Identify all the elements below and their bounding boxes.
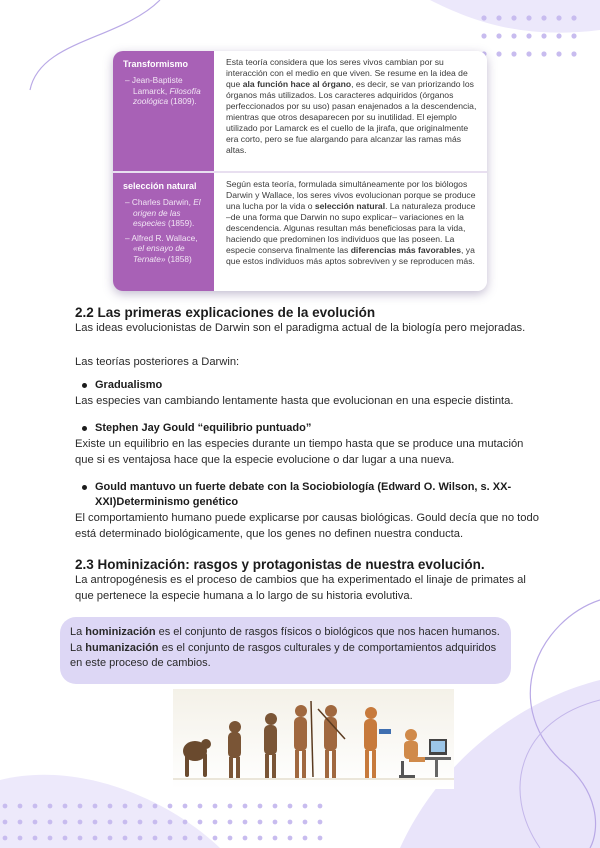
decor-dot [138, 820, 143, 825]
decor-dot [198, 820, 203, 825]
author-ref: – Jean-Baptiste Lamarck, Filosofía zoológica (1809). [125, 75, 201, 106]
decor-dot [108, 820, 113, 825]
list-item [75, 378, 545, 409]
decor-dot [93, 820, 98, 825]
decor-dot [33, 820, 38, 825]
decor-dot [258, 836, 263, 841]
decor-dot [511, 15, 516, 20]
decor-dot [63, 804, 68, 809]
decor-dot [213, 804, 218, 809]
decor-dot [541, 15, 546, 20]
decor-dot [3, 804, 8, 809]
decor-dot [273, 836, 278, 841]
decor-dot [93, 836, 98, 841]
decor-dot [228, 804, 233, 809]
lead-text: Las teorías posteriores a Darwin: [75, 356, 240, 368]
list-item [75, 480, 545, 542]
decor-dot [18, 804, 23, 809]
decor-dot [496, 15, 501, 20]
decor-dot [78, 820, 83, 825]
decor-dot [108, 804, 113, 809]
bullet-icon [82, 383, 87, 388]
decor-dot [63, 836, 68, 841]
table-row [113, 173, 487, 291]
decor-dot [123, 804, 128, 809]
theory-description: Esta teoría considera que los seres vivos cambian por su interacción con el medio en que viven. Se resume en la idea de que ala función hace al órgano, es decir, se van priorizando los órganos más utilizados. Los caracteres adquiridos (órganos perfeccionados por su uso) pasan enajenados a la descendencia, mientras que otros desaparecen por su inutilidad. El ejemplo utilizado por Lamarck es el cuello de la jirafa, que originalmente era corto, pero se fue alargando para alcanzar las ramas más altas. [214, 51, 487, 171]
decor-dot [153, 804, 158, 809]
decor-dot [213, 836, 218, 841]
bullet-description: Existe un equilibrio en las especies durante un tiempo hasta que se produce una mutación que si es ventajosa hace que la especie evolucione o dar lugar a una nueva. [75, 438, 524, 466]
theory-name: selección natural [123, 181, 197, 191]
decor-dot [108, 836, 113, 841]
decor-dot [318, 804, 323, 809]
bullet-label: Gradualismo [75, 378, 545, 393]
decor-dot [198, 804, 203, 809]
decor-dot [153, 820, 158, 825]
bullet-description: Las especies van cambiando lentamente hasta que evolucionan en una especie distinta. [75, 395, 514, 407]
decor-dot [93, 804, 98, 809]
decor-dot [228, 836, 233, 841]
bullet-icon [82, 485, 87, 490]
decor-dot [526, 33, 531, 38]
theories-table [113, 51, 487, 291]
decor-dot [48, 836, 53, 841]
decor-dot [288, 820, 293, 825]
decor-dot [496, 33, 501, 38]
decor-dot [78, 804, 83, 809]
table-row [113, 51, 487, 171]
decor-dot [3, 836, 8, 841]
decor-dot [33, 804, 38, 809]
theory-name: Transformismo [123, 59, 189, 69]
decor-dot [556, 33, 561, 38]
decor-dot [138, 804, 143, 809]
decor-dot [198, 836, 203, 841]
decor-dot [318, 820, 323, 825]
decor-dot [273, 804, 278, 809]
decor-dot [288, 836, 293, 841]
decor-dot [153, 836, 158, 841]
humanizacion-definition: La humanización es el conjunto de rasgos culturales y de comportamientos adquiridos en este proceso de cambios. [70, 641, 497, 669]
decor-dot [556, 51, 561, 56]
decor-dot [303, 804, 308, 809]
section-title: 2.2 Las primeras explicaciones de la evolución [75, 305, 376, 320]
decor-dot [18, 836, 23, 841]
decor-dot [288, 804, 293, 809]
decor-dot [481, 33, 486, 38]
decor-dot [228, 820, 233, 825]
definition-callout [60, 617, 511, 684]
list-item [75, 421, 545, 468]
decor-dot [496, 51, 501, 56]
decor-dot [33, 836, 38, 841]
decor-dot [273, 820, 278, 825]
decor-dot [541, 33, 546, 38]
decor-dot [78, 836, 83, 841]
bullet-description: El comportamiento humano puede explicarse por causas biológicas. Gould decía que no todo está determinado biológicamente, que los genes no definen nuestra conducta. [75, 512, 539, 540]
table-row-header [113, 51, 214, 171]
theory-description: Según esta teoría, formulada simultáneamente por los biólogos Darwin y Wallace, los seres vivos evolucionan porque se produce una lucha por la vida o selección natural. La naturaleza produce –de una forma que Darwin no supo explicar– variaciones en la descendencia. Algunas resultan más beneficiosas para la vida, haciendo que predominen los individuos que las poseen. La especie conserva finalmente las diferencias más favorables, ya que estos individuos más aptos sobreviven y se reproducen más. [214, 173, 487, 291]
decor-dot [481, 15, 486, 20]
author-ref: – Charles Darwin, El origen de las especies (1859). [125, 197, 201, 228]
hominizacion-definition: La hominización es el conjunto de rasgos físicos o biológicos que nos hacen humanos. [70, 626, 500, 638]
section-intro: Las ideas evolucionistas de Darwin son el paradigma actual de la biología pero mejoradas. [75, 322, 526, 334]
decor-dot [556, 15, 561, 20]
decor-dot [243, 804, 248, 809]
bullet-label: Stephen Jay Gould “equilibrio puntuado” [75, 421, 545, 436]
decor-dot [303, 820, 308, 825]
theories-lead [75, 354, 545, 370]
decor-dot [571, 51, 576, 56]
table-row-header [113, 173, 214, 291]
decor-dot [48, 804, 53, 809]
bullet-label: Gould mantuvo un fuerte debate con la Sociobiología (Edward O. Wilson, s. XX-XXI)Determinismo genético [75, 480, 545, 510]
section-2-3 [75, 557, 545, 604]
decor-dot [123, 820, 128, 825]
decor-dot [3, 820, 8, 825]
decor-dot [138, 836, 143, 841]
decor-dot [213, 820, 218, 825]
decor-dot [63, 820, 68, 825]
section-title: 2.3 Hominización: rasgos y protagonistas de nuestra evolución. [75, 557, 485, 572]
decor-dot [541, 51, 546, 56]
decor-dot [243, 820, 248, 825]
decor-dot [526, 15, 531, 20]
decor-dot [243, 836, 248, 841]
decor-dot [18, 820, 23, 825]
decor-dot [168, 820, 173, 825]
section-intro: La antropogénesis es el proceso de cambios que ha experimentado el linaje de primates al que pertenece la especie humana a lo largo de su historia evolutiva. [75, 574, 526, 602]
decor-dot [511, 51, 516, 56]
author-ref: – Alfred R. Wallace, «el ensayo de Ternate» (1858) [125, 232, 198, 264]
decor-dot [258, 804, 263, 809]
human-evolution-illustration [173, 689, 454, 789]
decor-dot [183, 836, 188, 841]
decor-dot [318, 836, 323, 841]
decor-dot [571, 15, 576, 20]
decor-dot [571, 33, 576, 38]
decor-dot [526, 51, 531, 56]
decor-dot [303, 836, 308, 841]
section-2-2 [75, 305, 545, 336]
bullet-icon [82, 426, 87, 431]
decor-dot [183, 804, 188, 809]
decor-dot [511, 33, 516, 38]
decor-dot [258, 820, 263, 825]
decor-dot [183, 820, 188, 825]
decor-dot [123, 836, 128, 841]
decor-dot [168, 836, 173, 841]
decor-dot [48, 820, 53, 825]
decor-dot [168, 804, 173, 809]
